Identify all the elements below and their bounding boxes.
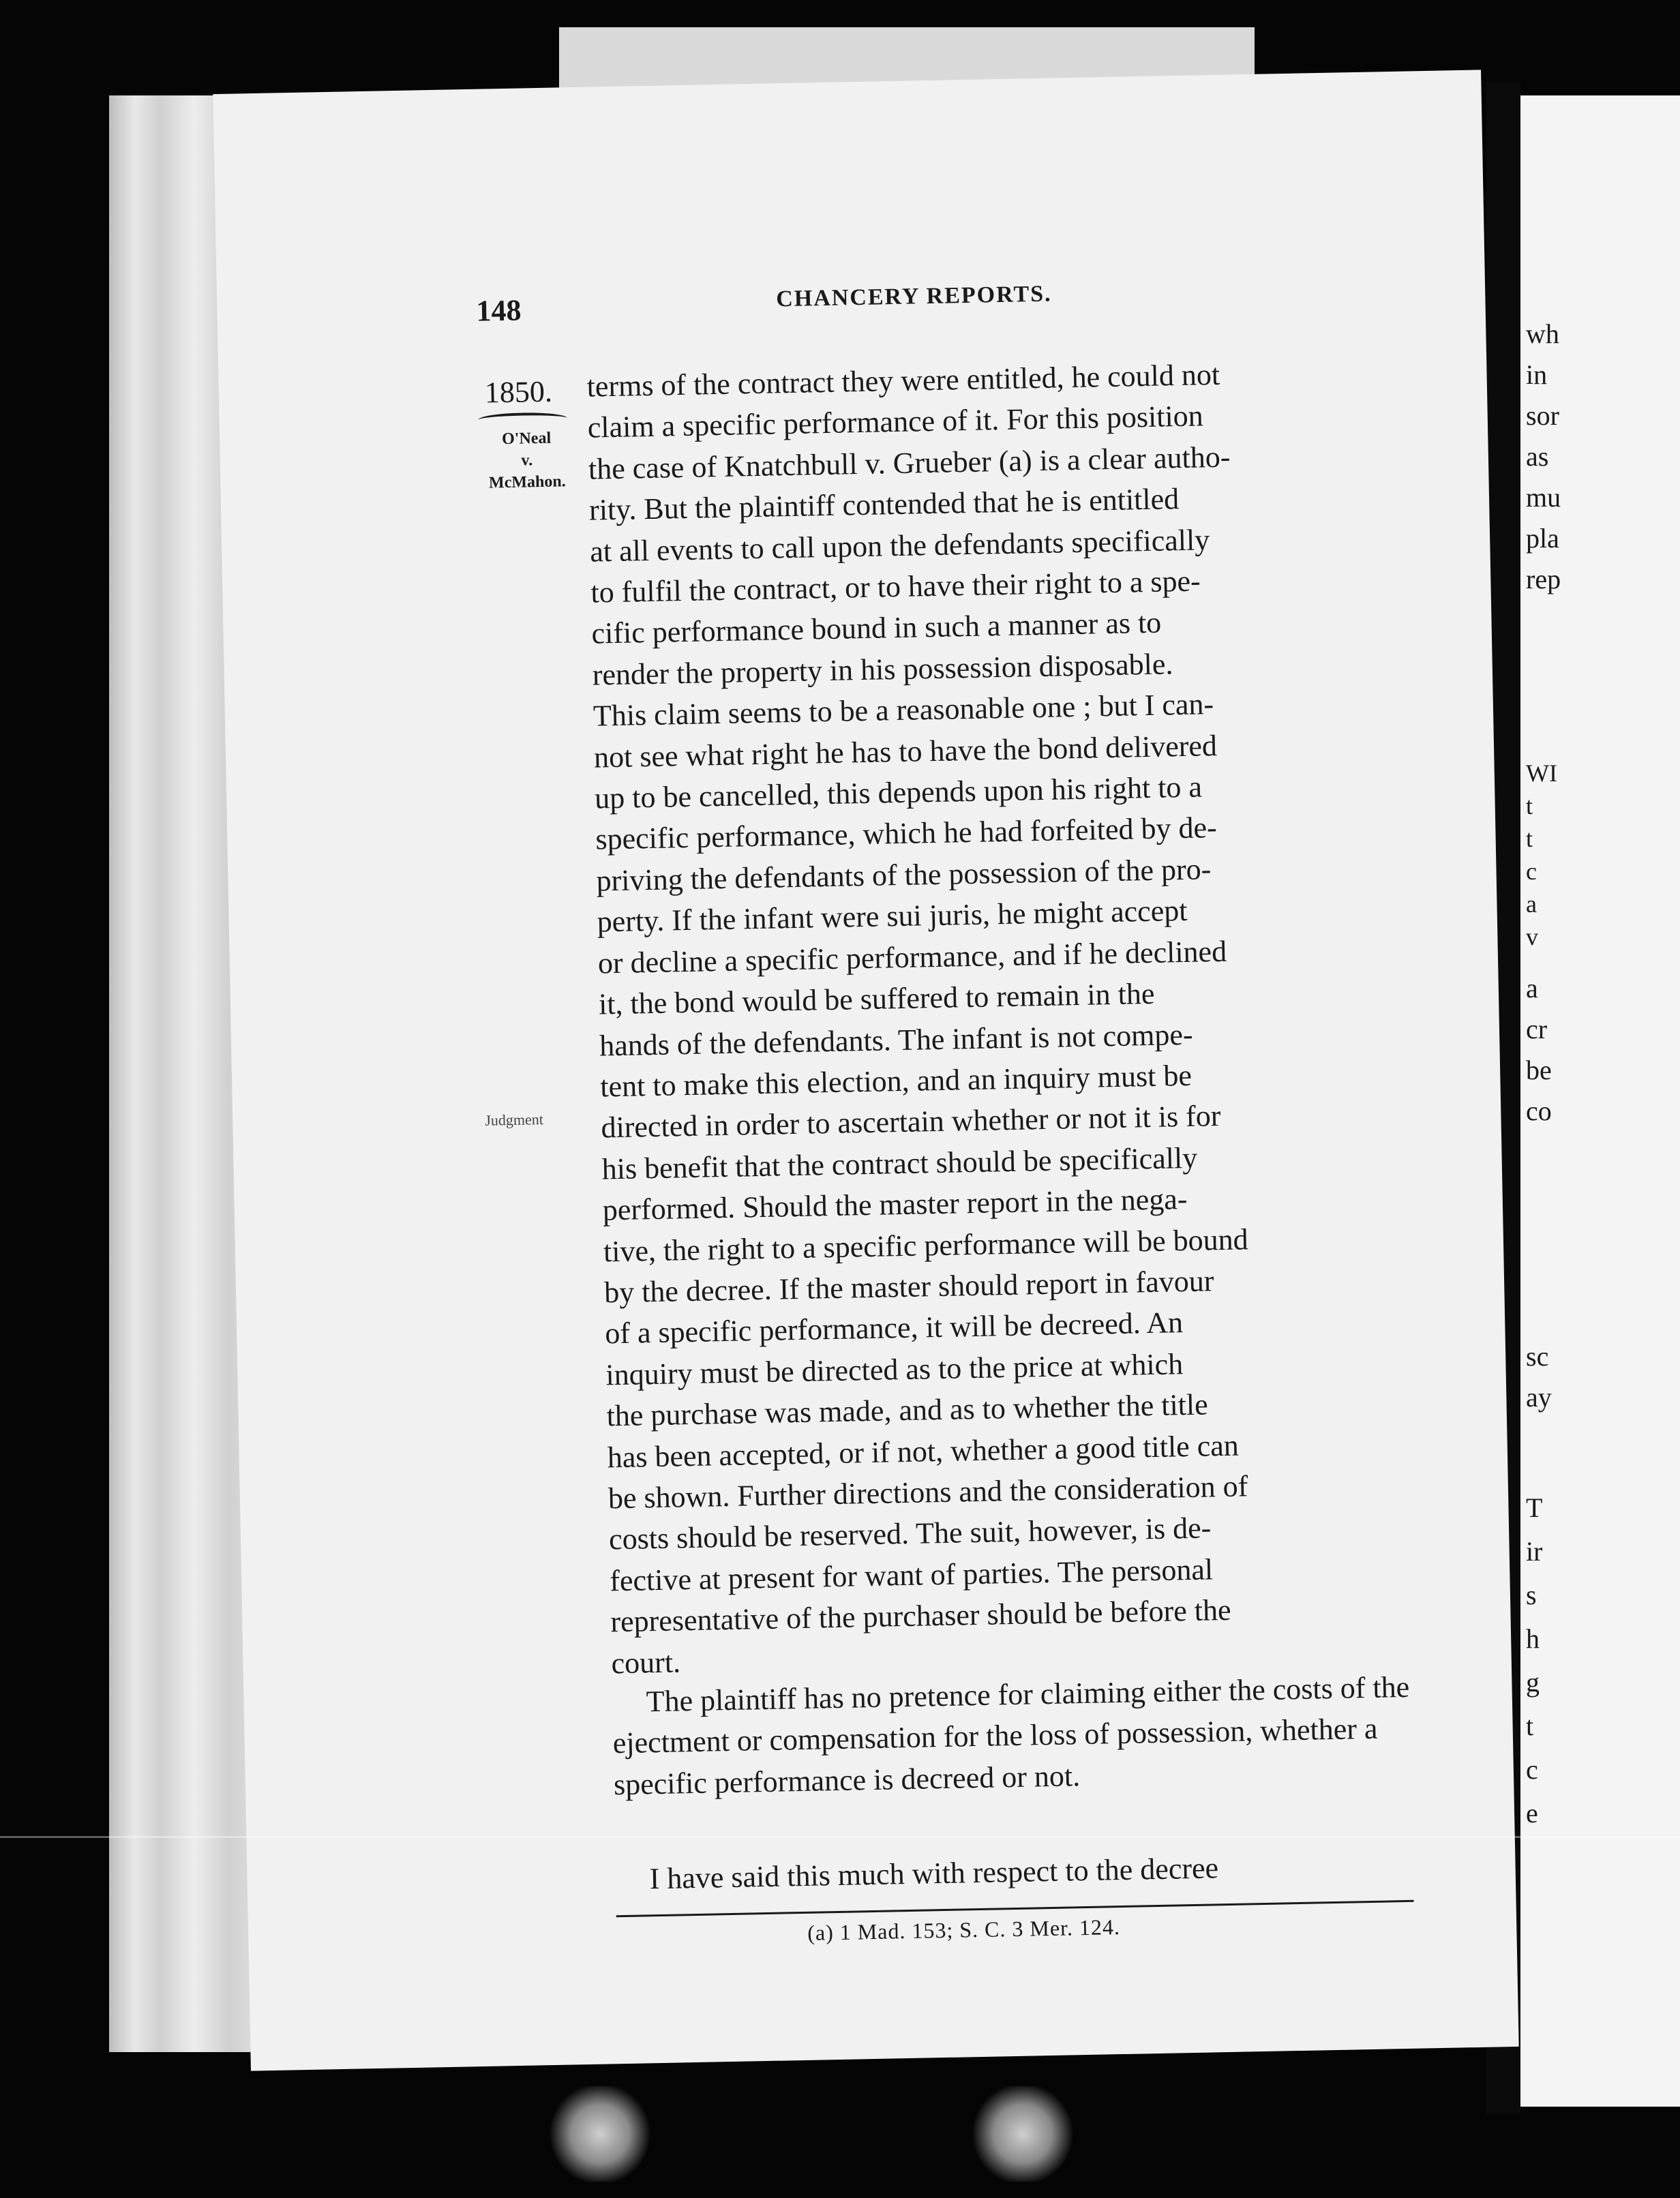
text-line: perty. If the infant were sui juris, he might accept	[597, 894, 1188, 939]
margin-brace	[478, 412, 567, 425]
text-line: tive, the right to a specific performance will be bound	[603, 1222, 1249, 1268]
fragment: c	[1526, 858, 1537, 885]
fragment: t	[1526, 1711, 1534, 1741]
fragment: T	[1526, 1492, 1543, 1523]
text-line: court.	[611, 1644, 681, 1680]
facing-page-fragments-2	[1526, 757, 1557, 953]
fragment: in	[1526, 359, 1548, 390]
facing-page-fragments-4	[1526, 1336, 1552, 1418]
text-line: The plaintiff has no pretence for claiming either	[646, 1674, 1222, 1719]
text-line: be shown. Further directions and the consideration of	[608, 1469, 1248, 1516]
text-line: decreed or not.	[900, 1758, 1081, 1796]
text-line: loss of possession, whether a specific performance is	[613, 1712, 1378, 1802]
text-line: has been accepted, or if not, whether a good title can	[607, 1428, 1240, 1474]
text-line: the costs of the ejectment or compensation for the	[612, 1670, 1410, 1760]
footnote: (a) 1 Mad. 153; S. C. 3 Mer. 124.	[807, 1914, 1121, 1945]
text-line: up to be cancelled, this depends upon his right to a	[594, 770, 1203, 815]
text-line: I have said this much with respect to the decree	[649, 1851, 1219, 1896]
second-paragraph	[612, 1667, 1411, 1806]
fragment: h	[1526, 1623, 1540, 1654]
fragment: ir	[1526, 1536, 1543, 1567]
text-line: tent to make this election, and an inquiry must be	[599, 1058, 1192, 1104]
text-line: inquiry must be directed as to the price at which	[605, 1346, 1184, 1392]
text-line: performed. Should the master report in the nega-	[602, 1182, 1188, 1227]
text-line: directed in order to ascertain whether or not it is for	[601, 1099, 1221, 1145]
fragment: e	[1526, 1798, 1538, 1828]
text-line: fective at present for want of parties. The personal	[609, 1552, 1214, 1598]
case-name-margin	[472, 427, 582, 494]
text-line: render the property in his possession disposable.	[592, 647, 1173, 692]
case-party-2: McMahon.	[488, 472, 566, 492]
fragment: a	[1526, 890, 1537, 918]
text-line: representative of the purchaser should be before the	[610, 1593, 1231, 1639]
case-party-1: O'Neal	[501, 429, 552, 449]
fragment: as	[1526, 441, 1549, 472]
lace-artifact	[968, 2086, 1077, 2182]
third-paragraph	[615, 1844, 1413, 1900]
fragment: co	[1526, 1096, 1552, 1126]
scanner-line-artifact	[0, 1836, 1680, 1838]
main-paragraph	[586, 351, 1409, 1684]
text-line: to fulfil the contract, or to have their right to a spe-	[590, 564, 1201, 609]
fragment: sor	[1526, 400, 1559, 431]
case-versus: v.	[521, 451, 533, 470]
text-line: claim a specific performance of it. For this position	[587, 399, 1204, 445]
text-line: priving the defendants of the possession of the pro-	[596, 852, 1212, 898]
text-line: specific performance, which he had forfeited by de-	[595, 811, 1218, 857]
fragment: v	[1526, 923, 1538, 950]
text-line: the purchase was made, and as to whether the title	[606, 1387, 1209, 1433]
text-line: or decline a specific performance, and if he declined	[597, 934, 1227, 980]
text-line: hands of the defendants. The infant is not compe-	[599, 1017, 1193, 1062]
fragment: a	[1526, 973, 1538, 1004]
fragment: ay	[1526, 1382, 1552, 1413]
fragment: pla	[1526, 523, 1559, 554]
text-line: cific performance bound in such a manner as to	[591, 606, 1162, 651]
fragment: t	[1526, 792, 1533, 819]
fragment: rep	[1526, 564, 1561, 594]
text-line: This claim seems to be a reasonable one ; but I can-	[592, 687, 1214, 733]
text-line: it, the bond would be suffered to remain in the	[598, 976, 1155, 1021]
lace-artifact	[545, 2086, 655, 2182]
fragment: cr	[1526, 1014, 1548, 1044]
page-number: 148	[476, 293, 522, 328]
fragment: sc	[1526, 1341, 1549, 1372]
text-line: rity. But the plaintiff contended that he is entitled	[588, 482, 1180, 527]
judgment-margin-note: Judgment	[485, 1111, 544, 1129]
text-line: his benefit that the contract should be specifically	[601, 1141, 1198, 1186]
fragment: c	[1526, 1754, 1538, 1785]
book-page	[213, 70, 1518, 2071]
text-line: terms of the contract they were entitled, he could not	[586, 357, 1220, 404]
text-line: of a specific performance, it will be decreed. An	[604, 1306, 1184, 1351]
text-line: by the decree. If the master should report in favour	[603, 1264, 1214, 1310]
text-line: not see what right he has to have the bond delivered	[593, 728, 1218, 774]
running-title: CHANCERY REPORTS.	[775, 281, 1052, 312]
text-line: costs should be reserved. The suit, however, is de-	[608, 1511, 1212, 1556]
fragment: s	[1526, 1580, 1537, 1610]
footnote-rule	[616, 1900, 1414, 1917]
text-line: at all events to call upon the defendants specifically	[589, 522, 1210, 569]
facing-page-fragments-5	[1526, 1486, 1542, 1835]
text-line: the case of Knatchbull v. Grueber (a) is a clear autho-	[588, 440, 1231, 486]
fragment: mu	[1526, 482, 1561, 513]
facing-page-fragments-3	[1526, 968, 1552, 1132]
fragment: be	[1526, 1055, 1552, 1085]
fragment: g	[1526, 1667, 1540, 1698]
margin-year: 1850.	[484, 374, 553, 410]
fragment: t	[1526, 825, 1533, 852]
fragment: wh	[1526, 318, 1559, 349]
fragment: WI	[1526, 759, 1557, 787]
facing-page-fragments-1	[1526, 314, 1561, 600]
